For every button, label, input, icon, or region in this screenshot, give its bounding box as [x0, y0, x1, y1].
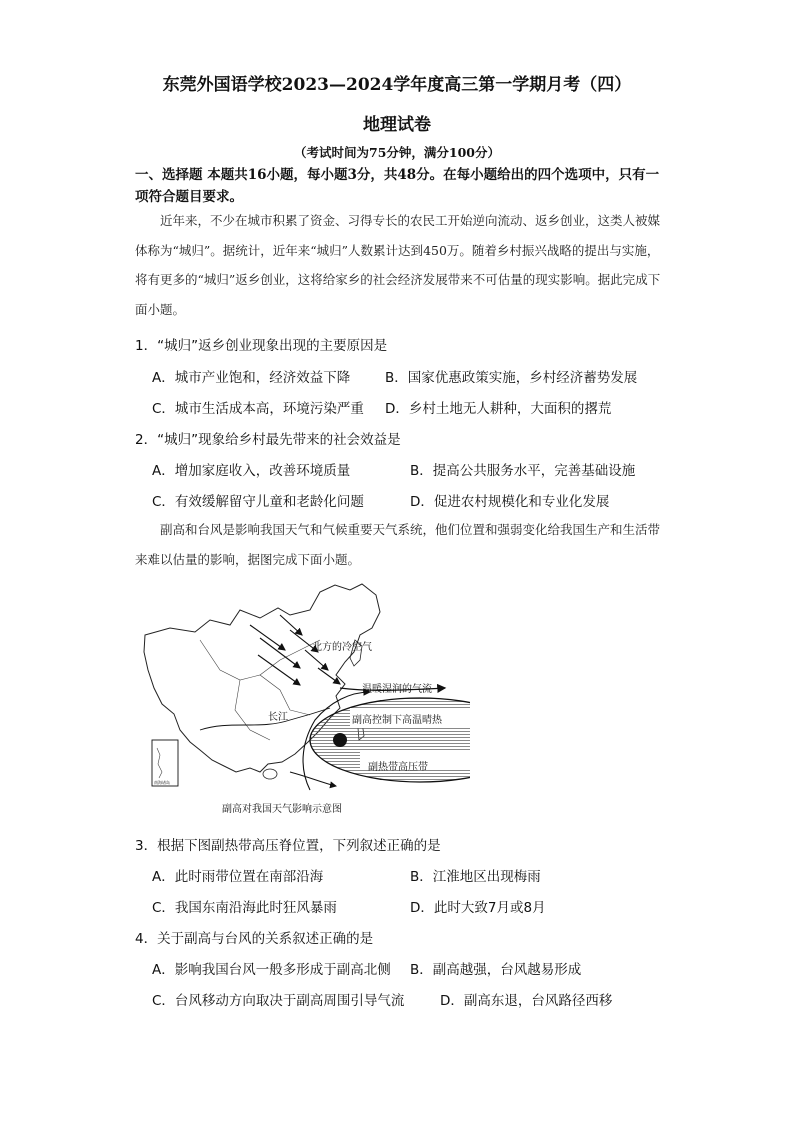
question-1-option-d: D．乡村土地无人耕种，大面积的撂荒: [385, 401, 612, 417]
question-1-option-b: B．国家优惠政策实施，乡村经济蓄势发展: [385, 370, 638, 386]
question-2-option-c: C．有效缓解留守儿童和老龄化问题: [152, 494, 364, 510]
question-2-option-a: A．增加家庭收入，改善环境质量: [152, 463, 351, 479]
sun-icon: [333, 733, 347, 747]
passage-2: 副高和台风是影响我国天气和气候重要天气系统，他们位置和强弱变化给我国生产和生活带来难以估量的影响，据图完成下面小题。: [135, 522, 661, 567]
question-4-option-b: B．副高越强，台风越易形成: [410, 962, 582, 978]
inset-label: 南海诸岛: [154, 780, 170, 785]
question-3-option-c: C．我国东南沿海此时狂风暴雨: [152, 900, 337, 916]
label-subtropical-high: 副热带高压带: [368, 762, 428, 773]
question-4-option-d: D．副高东退，台风路径西移: [440, 993, 613, 1009]
question-4-stem: 4．关于副高与台风的关系叙述正确的是: [135, 931, 374, 947]
question-1-option-a: A．城市产业饱和，经济效益下降: [152, 370, 351, 386]
subtropical-high-map: [140, 580, 470, 820]
question-4-option-a: A．影响我国台风一般多形成于副高北侧: [152, 962, 391, 978]
exam-title: 东莞外国语学校2023—2024学年度高三第一学期月考（四）: [162, 75, 632, 95]
label-high-control: 副高控制下高温晴热: [352, 715, 442, 726]
question-2-option-d: D．促进农村规模化和专业化发展: [410, 494, 610, 510]
question-4-option-c: C．台风移动方向取决于副高周围引导气流: [152, 993, 405, 1009]
passage-1: 近年来，不少在城市积累了资金、习得专长的农民工开始逆向流动、返乡创业，这类人被媒体称为“城归”。据统计，近年来“城归”人数累计达到450万。随着乡村振兴战略的提出与实施，将有更多的“城归”返乡创业，这将给家乡的社会经济发展带来不可估量的现实影响。据此完成下面小题。: [135, 213, 661, 317]
question-1-stem: 1．“城归”返乡创业现象出现的主要原因是: [135, 338, 388, 354]
label-yangtze: 长江: [268, 712, 288, 723]
question-3-option-b: B．江淮地区出现梅雨: [410, 869, 541, 885]
map-caption: 副高对我国天气影响示意图: [222, 804, 342, 815]
exam-subject: 地理试卷: [363, 115, 431, 135]
yangtze-river: [200, 708, 330, 730]
exam-time-note: （考试时间为75分钟，满分100分）: [294, 145, 500, 160]
question-2-option-b: B．提高公共服务水平，完善基础设施: [410, 463, 636, 479]
label-warm-airflow: 温暖湿润的气流: [362, 684, 432, 695]
question-2-stem: 2．“城归”现象给乡村最先带来的社会效益是: [135, 432, 401, 448]
question-1-option-c: C．城市生活成本高，环境污染严重: [152, 401, 364, 417]
question-3-stem: 3．根据下图副热带高压脊位置，下列叙述正确的是: [135, 838, 441, 854]
label-cold-air: 北方的冷空气: [312, 642, 372, 653]
section-instruction: 一、选择题 本题共16小题，每小题3分，共48分。在每小题给出的四个选项中，只有一项符合题目要求。: [135, 167, 660, 205]
question-3-option-a: A．此时雨带位置在南部沿海: [152, 869, 324, 885]
question-3-option-d: D．此时大致7月或8月: [410, 900, 546, 916]
